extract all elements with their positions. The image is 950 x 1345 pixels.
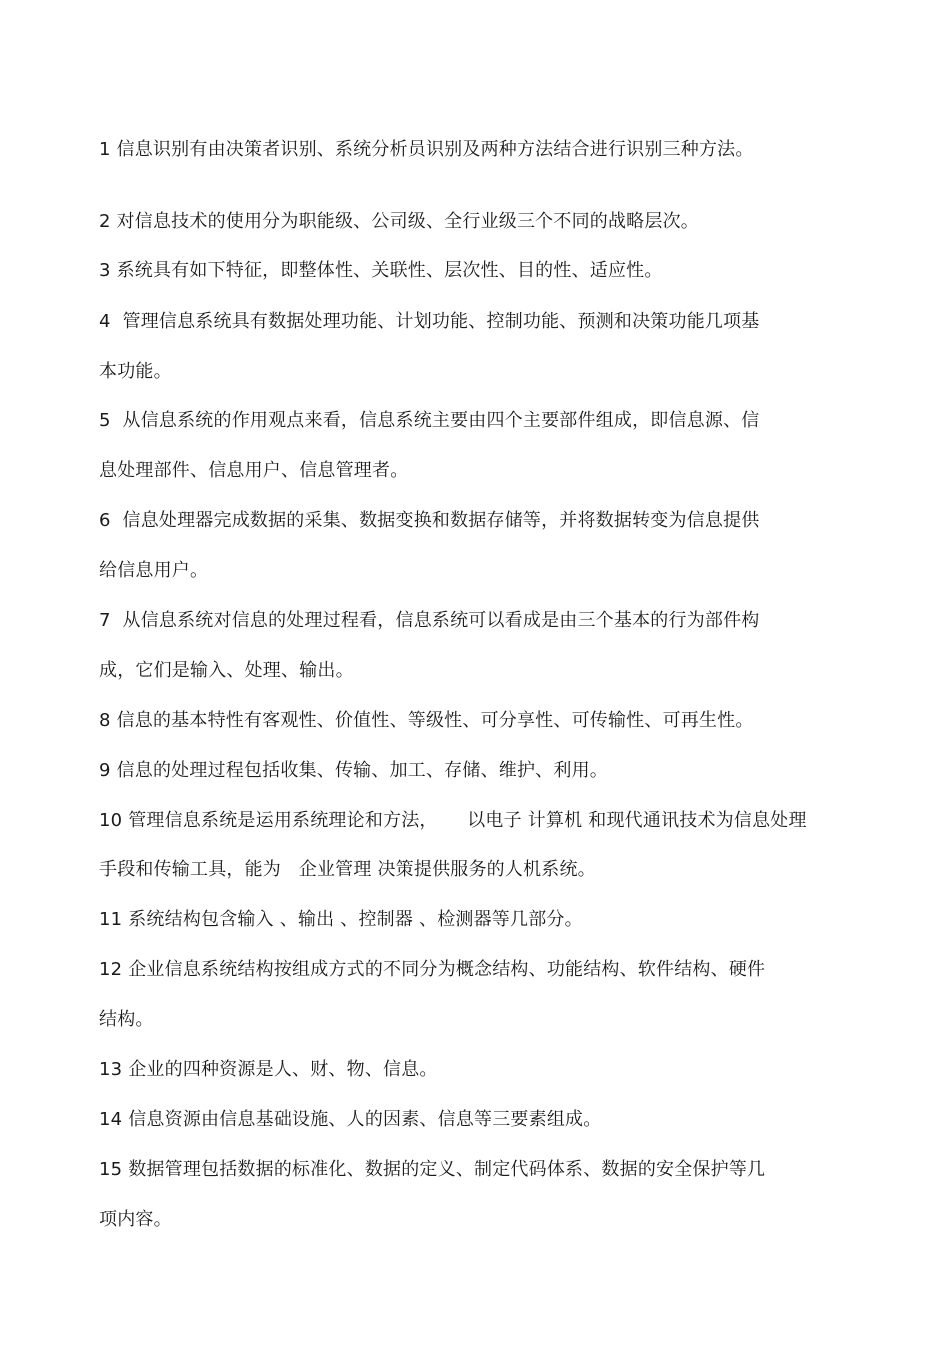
text-line: 成，它们是输入、处理、输出。 [99,660,354,681]
text-line: 12 企业信息系统结构按组成方式的不同分为概念结构、功能结构、软件结构、硬件 [99,959,766,980]
text-line: 3 系统具有如下特征，即整体性、关联性、层次性、目的性、适应性。 [99,260,663,281]
text-line: 10 管理信息系统是运用系统理论和方法， 以电子 计算机 和现代通讯技术为信息处理 [99,810,807,831]
text-line: 11 系统结构包含输入 、输出 、控制器 、检测器等几部分。 [99,909,583,930]
text-line: 13 企业的四种资源是人、财、物、信息。 [99,1059,438,1080]
text-line: 本功能。 [99,361,172,382]
text-line: 给信息用户。 [99,560,209,581]
text-line: 1 信息识别有由决策者识别、系统分析员识别及两种方法结合进行识别三种方法。 [99,139,754,160]
text-line: 6 信息处理器完成数据的采集、数据变换和数据存储等，并将数据转变为信息提供 [99,510,760,531]
text-line: 息处理部件、信息用户、信息管理者。 [99,460,409,481]
text-line: 14 信息资源由信息基础设施、人的因素、信息等三要素组成。 [99,1109,602,1130]
text-line: 15 数据管理包括数据的标准化、数据的定义、制定代码体系、数据的安全保护等几 [99,1159,766,1180]
text-line: 项内容。 [99,1209,172,1230]
text-line: 手段和传输工具，能为 企业管理 决策提供服务的人机系统。 [99,859,596,880]
text-line: 结构。 [99,1009,154,1030]
text-line: 2 对信息技术的使用分为职能级、公司级、全行业级三个不同的战略层次。 [99,211,699,232]
text-line: 9 信息的处理过程包括收集、传输、加工、存储、维护、利用。 [99,760,608,781]
text-line: 4 管理信息系统具有数据处理功能、计划功能、控制功能、预测和决策功能几项基 [99,311,760,332]
text-line: 5 从信息系统的作用观点来看，信息系统主要由四个主要部件组成，即信息源、信 [99,410,760,431]
text-line: 7 从信息系统对信息的处理过程看，信息系统可以看成是由三个基本的行为部件构 [99,610,760,631]
text-line: 8 信息的基本特性有客观性、价值性、等级性、可分享性、可传输性、可再生性。 [99,710,754,731]
